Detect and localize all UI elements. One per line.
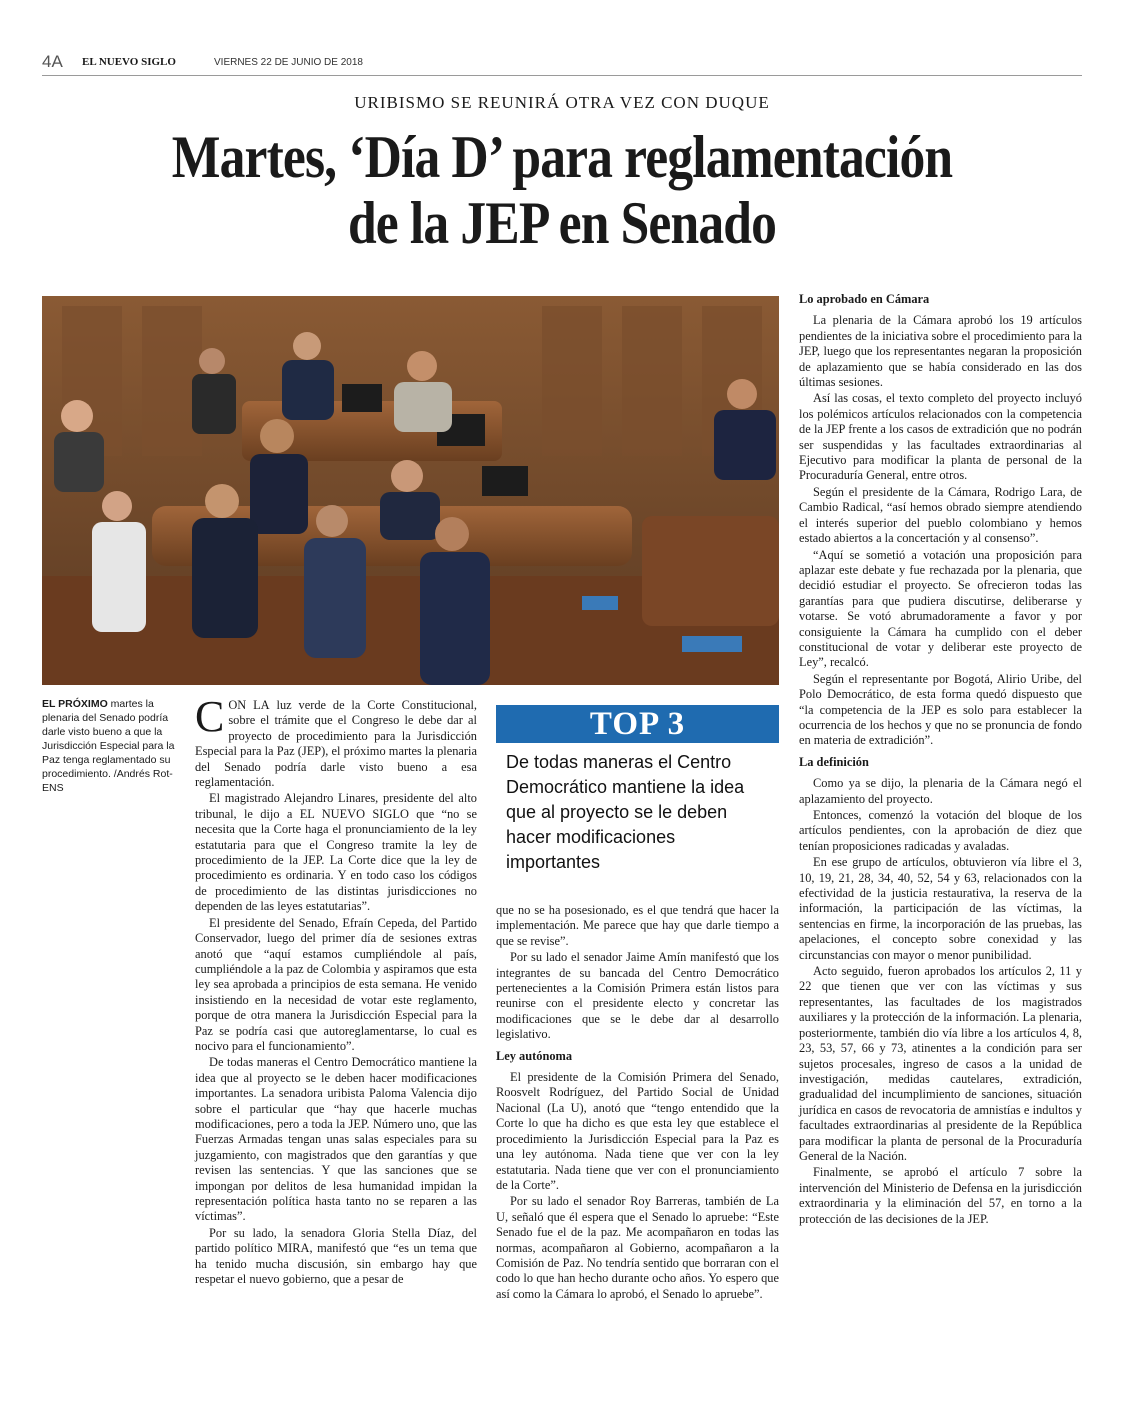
lead-text: luz verde de la Corte Constitucional, sobre el trámite que el Congreso le debe dar al proyecto de procedimiento para la Jurisdicción Especial para la Paz (JEP), el próximo martes la plenaria del Senado podría darle visto bueno a esa reglamentación. [195,698,477,790]
paragraph: Acto seguido, fueron aprobados los artículos 2, 11 y 22 que tienen que ver con las víctimas y sus representantes, las facultades de los magistrados auxiliares y la protección de la información. La plenaria, posteriormente, también dio vía libre a los artículos 4, 8, 23, 53, 57, 66 y 73, atinentes a la condición para ser sujetos procesales, ingreso de casos a la unidad de investigación, medidas cautelares, extradición, gradualidad del incumplimiento de sanciones, situación jurídica en casos de revocatoria de amnistías e indultos y facultades extraordinarias al presidente de la República para modificar la planta de personal de la Procuraduría General de la Nación. [799,964,1082,1163]
article-kicker: URIBISMO SE REUNIRÁ OTRA VEZ CON DUQUE [354,93,770,112]
article-column-2 [496,903,779,1303]
lead-paragraph [195,692,477,790]
caption-text: martes la plenaria del Senado podría darle visto bueno a que la Jurisdicción Especial para la Paz tenga reglamentado su procedimiento. /Andrés Rot-ENS [42,698,175,794]
paragraph: Por su lado el senador Jaime Amín manifestó que los integrantes de su bancada del Centro Democrático pertenecientes a la Comisión Primera están listos para reunirse con el presidente electo y concretar las modificaciones que se le debe dar al desarrollo legislativo. [496,950,779,1042]
caption-lead: EL PRÓXIMO [42,698,108,710]
page-folio [42,50,1082,76]
paragraph: De todas maneras el Centro Democrático mantiene la idea que al proyecto se le deben hacer modificaciones importantes. La senadora uribista Paloma Valencia dijo sobre el particular que “hay que hacerle muchas modificaciones, pero a toda la JEP. Número uno, que las Fuerzas Armadas tengan unas salas especiales para su juzgamiento, con magistrados que den garantías y que revisen las sentencias. Y que las sanciones que se impongan por delitos de lesa humanidad impidan la representación política hasta tanto no se reparen a las víctimas”. [195,1055,477,1224]
pull-quote: De todas maneras el Centro Democrático mantiene la idea que al proyecto se le deben hacer modificaciones importantes [506,752,745,872]
drop-cap: C [195,692,225,741]
paragraph: Según el representante por Bogotá, Alirio Uribe, del Polo Democrático, de esta forma quedó dispuesto que “la competencia de la JEP es solo para establecer la ocurrencia de los hechos y que no se pronuncia de fondo en materia de extradición”. [799,671,1082,748]
section-heading: Lo aprobado en Cámara [799,292,930,306]
paragraph: La plenaria de la Cámara aprobó los 19 artículos pendientes de la iniciativa sobre el procedimiento para la JEP, luego que los representantes negaran la proposición de aplazamiento que se había considerado en las dos últimas sesiones. [799,313,1082,390]
paragraph: que no se ha posesionado, es el que tendrá que hacer la implementación. Me parece que hay que darle tiempo a que se revise”. [496,903,779,948]
paragraph: “Aquí se sometió a votación una proposición para aplazar este debate y fue rechazada por la plenaria, que decidió estudiar el proyecto. Se ofrecieron todas las garantías para que pudiera discutirse, deliberarse y votarse. Se votó abrumadoramente a favor y por consiguiente la Cámara ha cumplido con el deber constitucional de votar y deliberar este proyecto de Ley”, recalcó. [799,547,1082,670]
congress-photo-illustration [42,296,779,685]
lead-small-caps: ON LA [228,698,270,712]
article-column-3 [799,292,1082,1228]
section-heading: La definición [799,754,869,769]
paragraph: En ese grupo de artículos, obtuvieron vía libre el 3, 10, 19, 21, 28, 34, 40, 52, 54 y 63, relacionados con la efectividad de la justicia restaurativa, la reserva de la información, la participación de las víctimas, la sentencias en firme, la incorporación de las pruebas, las apelaciones, el concepto sobre conexidad y las circunstancias con mayor o menor punibilidad. [799,855,1082,962]
paragraph: Así las cosas, el texto completo del proyecto incluyó los polémicos artículos relacionados con la competencia de la JEP frente a los casos de extradición que no podrán ser suspendidas y las facultades extraordinarias al Ejecutivo para modificar la planta de personal de la Procuraduría General, entre otros. [799,391,1082,483]
headline-line-2: de la JEP en Senado [347,190,777,256]
issue-date: VIERNES 22 DE JUNIO DE 2018 [214,57,363,68]
paragraph: Como ya se dijo, la plenaria de la Cámara negó el aplazamiento del proyecto. [799,776,1082,806]
section-heading: Ley autónoma [496,1048,573,1063]
paragraph: Por su lado, la senadora Gloria Stella Díaz, del partido político MIRA, manifestó que “es un tema que ha tenido mucha discusión, sin embargo hay que respetar el nuevo gobierno, que a pesar de [195,1225,477,1287]
paragraph: El presidente de la Comisión Primera del Senado, Roosvelt Rodríguez, del Partido Social de Unidad Nacional (La U), anotó que “tengo entendido que la Corte lo que ha dicho es que esta ley que establece el procedimiento la Jurisdicción Especial para la Paz es una ley autónoma. Nada tiene que ver con la ley estatutaria. Nada tiene que ver con el pronunciamiento de la Corte”. [496,1070,779,1192]
page-number: 4A [42,52,63,71]
headline-line-1: Martes, ‘Día D’ para reglamentación [171,124,953,190]
paragraph: El magistrado Alejandro Linares, presidente del alto tribunal, le dijo a EL NUEVO SIGLO que “no se necesita que la Corte haga el pronunciamiento de la ley estatutaria para que el Congreso tramite la ley de procedimiento de la JEP. La Corte dice que la ley de procedimiento es ordinaria. Y en todo caso los códigos de procedimiento de las distintas jurisdicciones no dependen de las leyes estatutarias”. [195,791,477,914]
paragraph: El presidente del Senado, Efraín Cepeda, del Partido Conservador, luego del primer día de sesiones extras anotó que “aquí estamos cumpliéndole al país, cumpliéndole a la paz de Colombia y aspiramos que esta ley sea aprobada a principios de esta semana. He venido insistiendo en la necesidad de votar este reglamento, porque de otra manera la Jurisdicción Especial para la Paz se podría casi que autoreglamentarse, lo cual es nocivo para el funcionamiento”. [195,915,477,1053]
paragraph: Según el presidente de la Cámara, Rodrigo Lara, de Cambio Radical, “así hemos obrado siempre atendiendo el interés superior del pueblo colombiano y hemos estado abiertos a la concertación y al consenso”. [799,484,1082,546]
article-photo [42,296,779,685]
article-column-1 [195,692,477,1288]
paragraph: Por su lado el senador Roy Barreras, también de La U, señaló que él espera que el Senado lo apruebe: “Este Senado fue el de la paz. Me acompañaron en todas las normas, acompañaron al Gobierno, acompañaron a la Comisión de Paz. No tendría sentido que borraran con el codo lo que han hecho durante ocho años. Yo espero que así como la Cámara lo aprobó, el Senado lo apruebe”. [496,1194,779,1301]
photo-caption [42,697,182,795]
paragraph: Finalmente, se aprobó el artículo 7 sobre la intervención del Ministerio de Defensa en la jurisdicción extraordinaria y la eliminación del 57, en torno a la protección de las decisiones de la JEP. [799,1165,1082,1226]
article-headline [130,124,993,256]
publication-name: EL NUEVO SIGLO [82,56,176,68]
paragraph: Entonces, comenzó la votación del bloque de los artículos pendientes, con la aprobación de diez que tenían proposiciones radicadas y avaladas. [799,808,1082,853]
top3-banner: TOP 3 [496,705,779,743]
